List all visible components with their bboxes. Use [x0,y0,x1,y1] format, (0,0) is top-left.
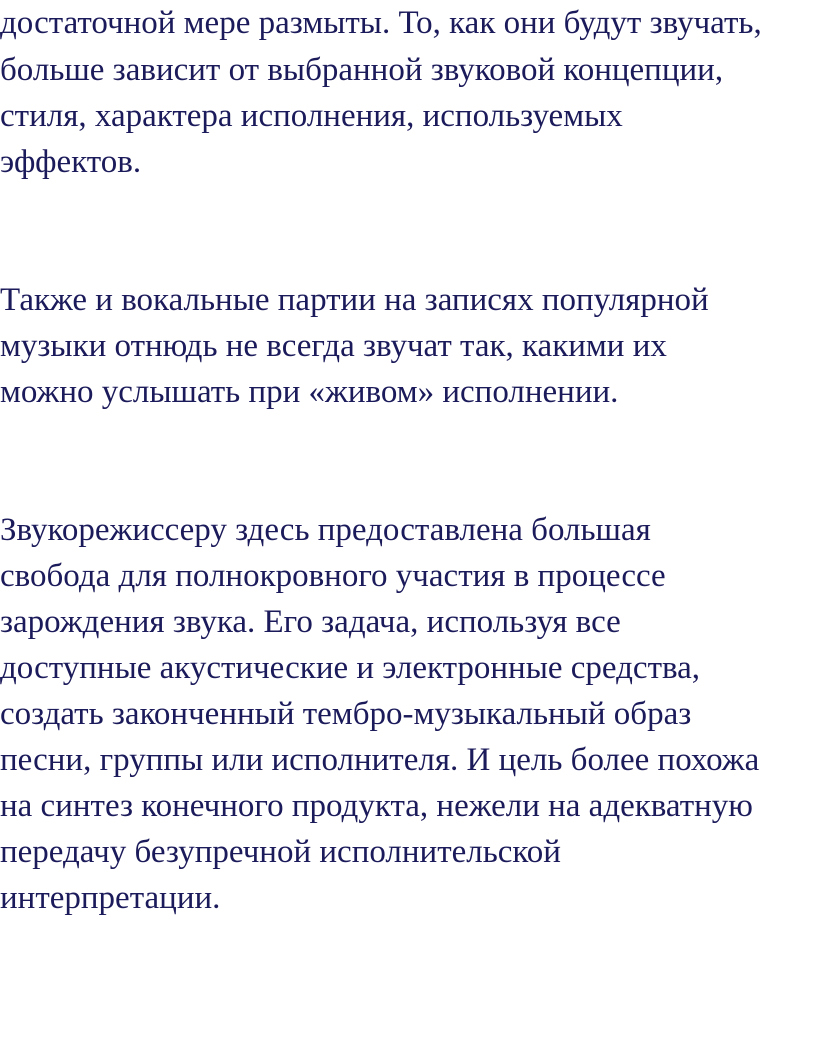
paragraph-2-line-2: музыки отнюдь не всегда звучат так, какими их [0,328,667,364]
paragraph-3-line-1: Звукорежиссеру здесь предоставлена большая [0,512,651,548]
paragraph-3-line-7: на синтез конечного продукта, нежели на адекватную [0,788,753,824]
paragraph-1-line-3: стиля, характера исполнения, используемых [0,98,623,134]
paragraph-1-line-1: достаточной мере размыты. То, как они будут звучать, [0,5,762,41]
paragraph-1-line-2: больше зависит от выбранной звуковой концепции, [0,52,724,88]
paragraph-3-line-2: свобода для полнокровного участия в процессе [0,558,666,594]
paragraph-3-line-6: песни, группы или исполнителя. И цель более похожа [0,742,760,778]
paragraph-1-line-4: эффектов. [0,144,142,180]
paragraph-3-line-4: доступные акустические и электронные средства, [0,650,701,686]
paragraph-3-line-5: создать законченный тембро-музыкальный образ [0,696,692,732]
paragraph-2-line-1: Также и вокальные партии на записях популярной [0,282,709,318]
paragraph-3-line-9: интерпретации. [0,880,221,916]
paragraph-2-line-3: можно услышать при «живом» исполнении. [0,374,619,410]
paragraph-3-line-8: передачу безупречной исполнительской [0,834,561,870]
paragraph-3-line-3: зарождения звука. Его задача, используя все [0,604,621,640]
